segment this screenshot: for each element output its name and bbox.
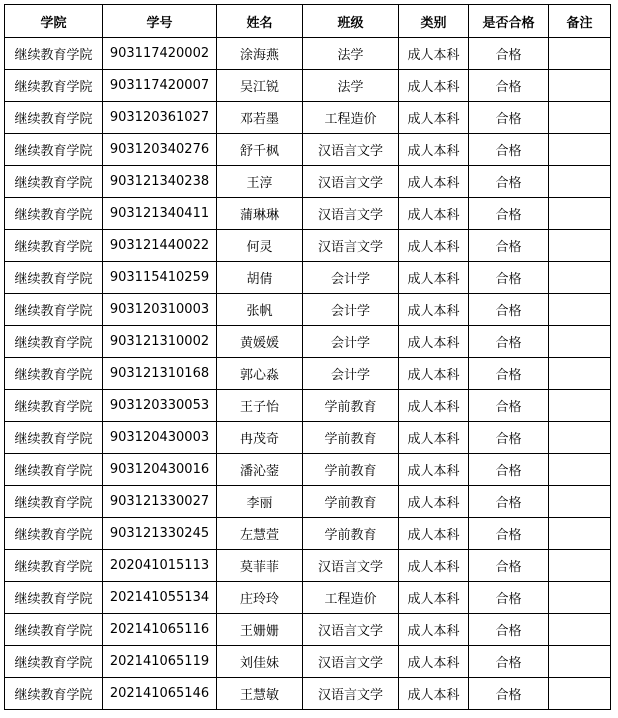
cell-qualified: 合格: [469, 38, 549, 70]
cell-category: 成人本科: [399, 582, 469, 614]
cell-student-id: 903115410259: [103, 262, 217, 294]
cell-category: 成人本科: [399, 134, 469, 166]
cell-name: 何灵: [217, 230, 303, 262]
cell-student-id: 903120330053: [103, 390, 217, 422]
header-remarks: 备注: [549, 5, 611, 38]
cell-college: 继续教育学院: [5, 134, 103, 166]
cell-college: 继续教育学院: [5, 678, 103, 710]
cell-class: 会计学: [303, 294, 399, 326]
table-row: [5, 582, 611, 614]
cell-name: 王淳: [217, 166, 303, 198]
table-row: [5, 326, 611, 358]
table-row: [5, 38, 611, 70]
cell-remarks: [549, 454, 611, 486]
cell-qualified: 合格: [469, 230, 549, 262]
header-class: 班级: [303, 5, 399, 38]
cell-category: 成人本科: [399, 390, 469, 422]
cell-college: 继续教育学院: [5, 422, 103, 454]
cell-qualified: 合格: [469, 102, 549, 134]
cell-category: 成人本科: [399, 422, 469, 454]
cell-remarks: [549, 678, 611, 710]
cell-qualified: 合格: [469, 198, 549, 230]
cell-qualified: 合格: [469, 518, 549, 550]
cell-category: 成人本科: [399, 198, 469, 230]
table-row: [5, 198, 611, 230]
cell-category: 成人本科: [399, 678, 469, 710]
table-row: [5, 422, 611, 454]
cell-class: 会计学: [303, 262, 399, 294]
cell-class: 汉语言文学: [303, 678, 399, 710]
header-name: 姓名: [217, 5, 303, 38]
cell-remarks: [549, 294, 611, 326]
cell-category: 成人本科: [399, 38, 469, 70]
cell-remarks: [549, 422, 611, 454]
cell-student-id: 903121330027: [103, 486, 217, 518]
cell-remarks: [549, 518, 611, 550]
cell-remarks: [549, 70, 611, 102]
cell-remarks: [549, 486, 611, 518]
cell-name: 涂海燕: [217, 38, 303, 70]
cell-name: 王子怡: [217, 390, 303, 422]
cell-college: 继续教育学院: [5, 198, 103, 230]
cell-student-id: 202041015113: [103, 550, 217, 582]
cell-category: 成人本科: [399, 326, 469, 358]
table-row: [5, 614, 611, 646]
table-row: [5, 646, 611, 678]
cell-student-id: 202141055134: [103, 582, 217, 614]
cell-remarks: [549, 38, 611, 70]
cell-qualified: 合格: [469, 678, 549, 710]
table-row: [5, 134, 611, 166]
cell-name: 冉茂奇: [217, 422, 303, 454]
cell-student-id: 202141065119: [103, 646, 217, 678]
cell-qualified: 合格: [469, 262, 549, 294]
cell-category: 成人本科: [399, 102, 469, 134]
cell-college: 继续教育学院: [5, 518, 103, 550]
cell-class: 汉语言文学: [303, 550, 399, 582]
cell-qualified: 合格: [469, 294, 549, 326]
cell-student-id: 903117420007: [103, 70, 217, 102]
cell-category: 成人本科: [399, 294, 469, 326]
cell-student-id: 202141065146: [103, 678, 217, 710]
table-row: [5, 678, 611, 710]
cell-name: 庄玲玲: [217, 582, 303, 614]
cell-name: 吴江锐: [217, 70, 303, 102]
cell-remarks: [549, 262, 611, 294]
cell-class: 工程造价: [303, 102, 399, 134]
table-row: [5, 454, 611, 486]
cell-category: 成人本科: [399, 358, 469, 390]
cell-category: 成人本科: [399, 614, 469, 646]
cell-remarks: [549, 230, 611, 262]
cell-name: 潘沁蓥: [217, 454, 303, 486]
header-qualified: 是否合格: [469, 5, 549, 38]
cell-remarks: [549, 582, 611, 614]
cell-class: 汉语言文学: [303, 134, 399, 166]
cell-qualified: 合格: [469, 486, 549, 518]
cell-name: 胡倩: [217, 262, 303, 294]
cell-college: 继续教育学院: [5, 390, 103, 422]
cell-remarks: [549, 198, 611, 230]
table-row: [5, 262, 611, 294]
cell-college: 继续教育学院: [5, 230, 103, 262]
table-row: [5, 550, 611, 582]
cell-name: 王姗姗: [217, 614, 303, 646]
cell-qualified: 合格: [469, 390, 549, 422]
header-college: 学院: [5, 5, 103, 38]
cell-college: 继续教育学院: [5, 614, 103, 646]
cell-remarks: [549, 102, 611, 134]
cell-qualified: 合格: [469, 646, 549, 678]
table-row: [5, 358, 611, 390]
cell-remarks: [549, 134, 611, 166]
cell-class: 汉语言文学: [303, 646, 399, 678]
cell-college: 继续教育学院: [5, 294, 103, 326]
cell-student-id: 903120340276: [103, 134, 217, 166]
cell-class: 学前教育: [303, 390, 399, 422]
cell-remarks: [549, 390, 611, 422]
cell-qualified: 合格: [469, 134, 549, 166]
cell-college: 继续教育学院: [5, 486, 103, 518]
cell-remarks: [549, 166, 611, 198]
cell-category: 成人本科: [399, 166, 469, 198]
header-row: [5, 5, 611, 38]
cell-name: 李丽: [217, 486, 303, 518]
cell-college: 继续教育学院: [5, 166, 103, 198]
cell-student-id: 903120361027: [103, 102, 217, 134]
cell-name: 邓若墨: [217, 102, 303, 134]
cell-college: 继续教育学院: [5, 454, 103, 486]
cell-class: 会计学: [303, 358, 399, 390]
table-row: [5, 486, 611, 518]
cell-class: 学前教育: [303, 422, 399, 454]
table-body: [5, 38, 611, 710]
table-row: [5, 166, 611, 198]
cell-category: 成人本科: [399, 486, 469, 518]
cell-category: 成人本科: [399, 454, 469, 486]
cell-college: 继续教育学院: [5, 358, 103, 390]
cell-college: 继续教育学院: [5, 582, 103, 614]
table-row: [5, 390, 611, 422]
cell-qualified: 合格: [469, 550, 549, 582]
cell-remarks: [549, 358, 611, 390]
cell-category: 成人本科: [399, 646, 469, 678]
cell-name: 左慧萱: [217, 518, 303, 550]
cell-qualified: 合格: [469, 326, 549, 358]
cell-college: 继续教育学院: [5, 262, 103, 294]
cell-college: 继续教育学院: [5, 38, 103, 70]
cell-class: 会计学: [303, 326, 399, 358]
cell-college: 继续教育学院: [5, 70, 103, 102]
cell-class: 法学: [303, 38, 399, 70]
cell-category: 成人本科: [399, 518, 469, 550]
cell-class: 学前教育: [303, 518, 399, 550]
table-row: [5, 102, 611, 134]
cell-student-id: 202141065116: [103, 614, 217, 646]
cell-remarks: [549, 614, 611, 646]
cell-name: 王慧敏: [217, 678, 303, 710]
cell-qualified: 合格: [469, 422, 549, 454]
cell-name: 舒千枫: [217, 134, 303, 166]
cell-student-id: 903121340238: [103, 166, 217, 198]
header-category: 类别: [399, 5, 469, 38]
cell-college: 继续教育学院: [5, 326, 103, 358]
cell-class: 汉语言文学: [303, 614, 399, 646]
cell-name: 郭心淼: [217, 358, 303, 390]
cell-class: 学前教育: [303, 486, 399, 518]
cell-college: 继续教育学院: [5, 102, 103, 134]
cell-category: 成人本科: [399, 230, 469, 262]
cell-name: 刘佳妹: [217, 646, 303, 678]
cell-name: 莫菲菲: [217, 550, 303, 582]
table-row: [5, 518, 611, 550]
cell-class: 汉语言文学: [303, 166, 399, 198]
cell-student-id: 903120310003: [103, 294, 217, 326]
cell-qualified: 合格: [469, 358, 549, 390]
student-results-table: [4, 4, 611, 710]
cell-remarks: [549, 550, 611, 582]
cell-qualified: 合格: [469, 70, 549, 102]
cell-class: 工程造价: [303, 582, 399, 614]
header-student-id: 学号: [103, 5, 217, 38]
table-row: [5, 70, 611, 102]
cell-name: 张帆: [217, 294, 303, 326]
cell-student-id: 903121440022: [103, 230, 217, 262]
cell-remarks: [549, 326, 611, 358]
cell-student-id: 903121330245: [103, 518, 217, 550]
cell-name: 黄媛媛: [217, 326, 303, 358]
cell-class: 汉语言文学: [303, 198, 399, 230]
cell-class: 学前教育: [303, 454, 399, 486]
table-row: [5, 230, 611, 262]
cell-qualified: 合格: [469, 582, 549, 614]
cell-student-id: 903120430003: [103, 422, 217, 454]
cell-student-id: 903121310002: [103, 326, 217, 358]
cell-student-id: 903121340411: [103, 198, 217, 230]
cell-category: 成人本科: [399, 262, 469, 294]
cell-college: 继续教育学院: [5, 646, 103, 678]
cell-college: 继续教育学院: [5, 550, 103, 582]
cell-student-id: 903117420002: [103, 38, 217, 70]
cell-name: 蒲琳琳: [217, 198, 303, 230]
cell-qualified: 合格: [469, 614, 549, 646]
cell-remarks: [549, 646, 611, 678]
cell-category: 成人本科: [399, 550, 469, 582]
cell-qualified: 合格: [469, 166, 549, 198]
cell-student-id: 903121310168: [103, 358, 217, 390]
cell-class: 法学: [303, 70, 399, 102]
table-row: [5, 294, 611, 326]
cell-category: 成人本科: [399, 70, 469, 102]
cell-class: 汉语言文学: [303, 230, 399, 262]
cell-qualified: 合格: [469, 454, 549, 486]
cell-student-id: 903120430016: [103, 454, 217, 486]
